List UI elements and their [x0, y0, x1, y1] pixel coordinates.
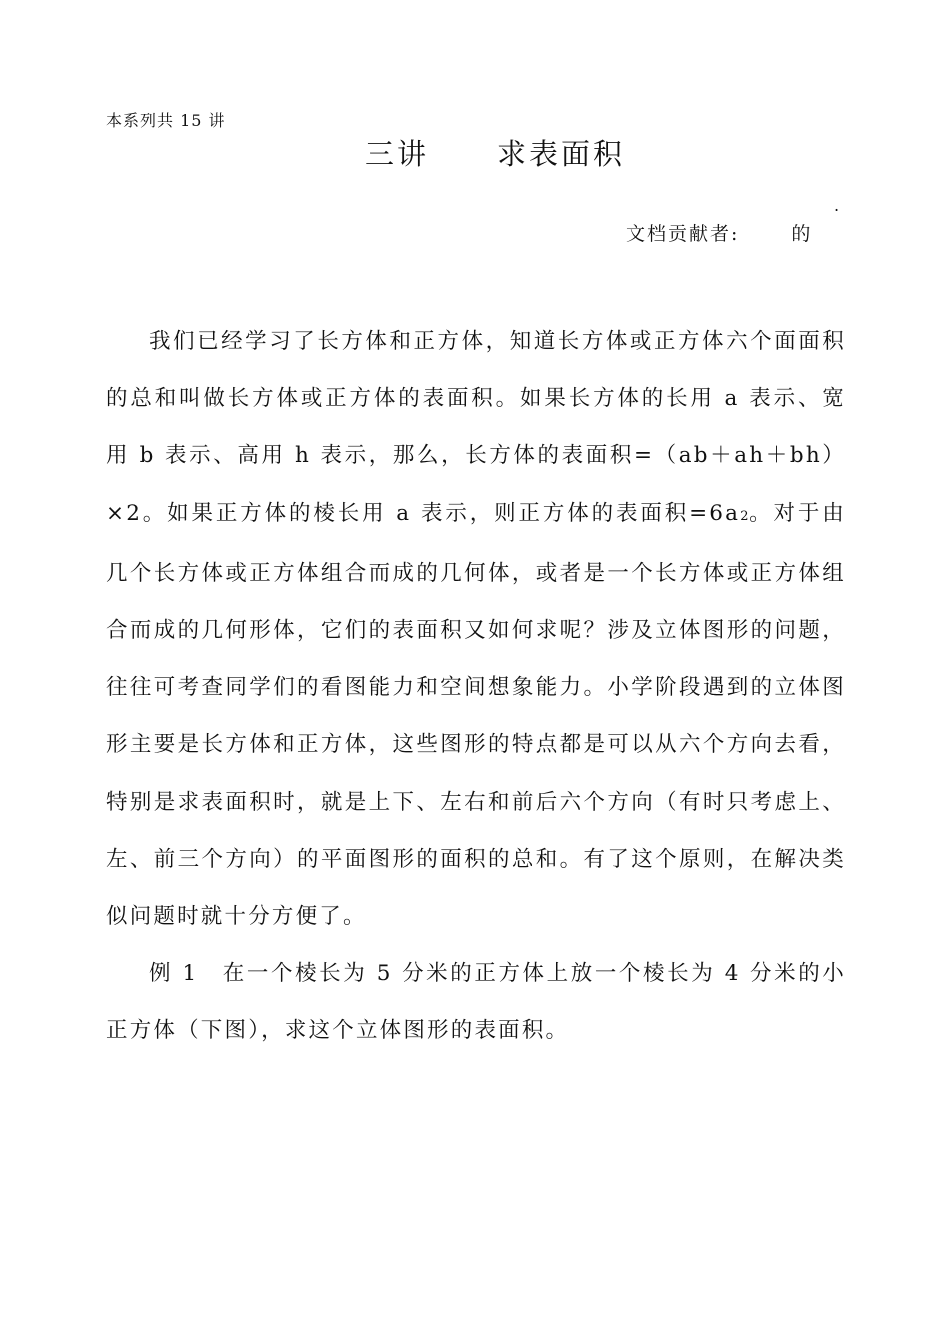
- intro-paragraph: [106, 313, 846, 945]
- title-lecture-number: 三讲: [364, 137, 429, 171]
- contributor-name: 的: [791, 223, 813, 245]
- body-text: [106, 313, 846, 1060]
- example-text: 在一个棱长为 5 分米的正方体上放一个棱长为 4 分米的小正方体（下图），求这个立体图形的表面积。: [106, 961, 846, 1044]
- header-dot: .: [834, 196, 840, 215]
- intro-text-part2: 。对于由几个长方体或正方体组合而成的几何体，或者是一个长方体或正方体组合而成的几何形体，它们的表面积又如何求呢？涉及立体图形的问题，往往可考查同学们的看图能力和空间想象能力。小学阶段遇到的立体图形主要是长方体和正方体，这些图形的特点都是可以从六个方向去看，特别是求表面积时，就是上下、左右和前后六个方向（有时只考虑上、左、前三个方向）的平面图形的面积的总和。有了这个原则，在解决类似问题时就十分方便了。: [106, 500, 846, 930]
- example-label: 例 1: [149, 961, 199, 987]
- series-note: 本系列共 15 讲: [106, 111, 226, 130]
- intro-text-part1: 我们已经学习了长方体和正方体，知道长方体或正方体六个面面积的总和叫做长方体或正方体的表面积。如果长方体的长用 a 表示、宽用 b 表示、高用 h 表示，那么，长方体的表面积=（ab＋ah＋bh）×2。如果正方体的棱长用 a 表示，则正方体的表面积=6a: [106, 329, 846, 526]
- lecture-title: [20, 132, 950, 173]
- exponent-2: 2: [740, 508, 749, 524]
- example-paragraph: [106, 945, 846, 1059]
- contributor-label: 文档贡献者:: [626, 223, 740, 245]
- title-topic: 求表面积: [497, 137, 626, 171]
- contributor-line: [626, 219, 812, 246]
